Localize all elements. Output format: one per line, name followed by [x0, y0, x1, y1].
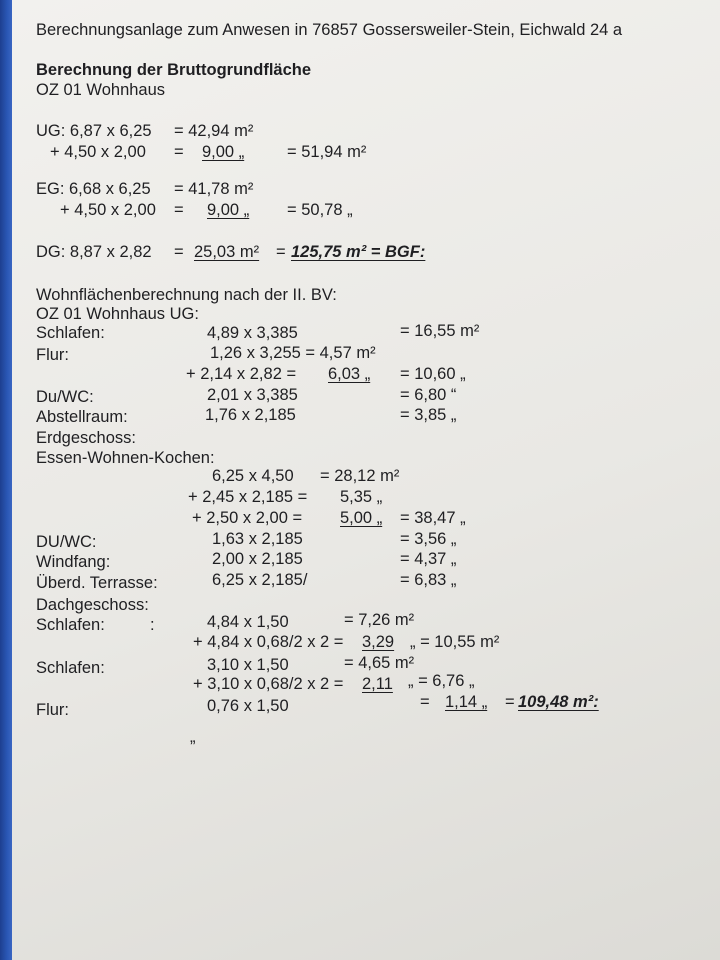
dg-schlafen-1-calc-result: = 7,26 m² [344, 611, 415, 629]
eg-line-2-value: 9,00 „ [207, 201, 250, 219]
dg-flur-calc: 0,76 x 1,50 [207, 697, 289, 715]
ug-line-1-calc: UG: 6,87 x 6,25 [36, 122, 152, 140]
windfang-label: Windfang: [36, 553, 111, 571]
essen-wohnen-kochen-label: Essen-Wohnen-Kochen: [36, 449, 215, 467]
terrasse-result: = 6,83 „ [400, 571, 457, 589]
dg-schlafen-2-label: Schlafen: [36, 659, 105, 677]
dg-schlafen-2-calc-result: = 4,65 m² [344, 654, 415, 672]
terrasse-label: Überd. Terrasse: [36, 574, 158, 592]
ewk-calc-1: 6,25 x 4,50 [212, 467, 294, 485]
wfl-subheading: OZ 01 Wohnhaus UG: [36, 305, 199, 323]
ug-flur-calc-2: + 2,14 x 2,82 = [186, 365, 297, 383]
ug-flur-calc-2-value: 6,03 „ [328, 365, 371, 383]
wohnflaeche-total: 109,48 m²: [518, 693, 599, 711]
ug-duwc-label: Du/WC: [36, 388, 94, 406]
dg-schlafen-2-calc-2-value: 2,11 [362, 675, 393, 693]
terrasse-calc: 6,25 x 2,185/ [212, 571, 308, 589]
erdgeschoss-heading: Erdgeschoss: [36, 429, 136, 447]
eg-duwc-result: = 3,56 „ [400, 530, 457, 548]
ewk-calc-3: + 2,50 x 2,00 = [192, 509, 303, 527]
ug-schlafen-label: Schlafen: [36, 324, 105, 342]
bgf-total: 125,75 m² = BGF: [291, 243, 426, 261]
ug-flur-calc-1: 1,26 x 3,255 = 4,57 m² [210, 344, 376, 362]
dg-line-equals: = [174, 243, 184, 261]
dg-line-calc: DG: 8,87 x 2,82 [36, 243, 152, 261]
ug-flur-result: = 10,60 „ [400, 365, 466, 383]
bgf-heading: Berechnung der Bruttogrundfläche [36, 61, 312, 79]
windfang-calc: 2,00 x 2,185 [212, 550, 303, 568]
eg-duwc-label: DU/WC: [36, 533, 97, 551]
dg-flur-value: 1,14 „ [445, 693, 488, 711]
ug-line-2-value: 9,00 „ [202, 143, 245, 161]
document-title: Berechnungsanlage zum Anwesen in 76857 Gossersweiler-Stein, Eichwald 24 a [36, 21, 623, 39]
ug-duwc-result: = 6,80 “ [400, 386, 457, 404]
dg-schlafen-2-result: „ = 6,76 „ [408, 672, 475, 690]
dg-schlafen-1-result: „ = 10,55 m² [410, 633, 500, 651]
ewk-result: = 38,47 „ [400, 509, 466, 527]
ewk-calc-1-result: = 28,12 m² [320, 467, 400, 485]
ug-line-2-calc: + 4,50 x 2,00 [50, 143, 146, 161]
dg-schlafen-2-calc: 3,10 x 1,50 [207, 656, 289, 674]
eg-duwc-calc: 1,63 x 2,185 [212, 530, 303, 548]
ewk-calc-2-result: 5,35 „ [340, 488, 383, 506]
ug-abstellraum-result: = 3,85 „ [400, 406, 457, 424]
ug-total: = 51,94 m² [287, 143, 367, 161]
windfang-result: = 4,37 „ [400, 550, 457, 568]
ug-schlafen-calc: 4,89 x 3,385 [207, 324, 298, 342]
ug-abstellraum-label: Abstellraum: [36, 408, 128, 426]
ug-schlafen-result: = 16,55 m² [400, 322, 480, 340]
dg-schlafen-1-calc: 4,84 x 1,50 [207, 613, 289, 631]
dachgeschoss-heading: Dachgeschoss: [36, 596, 149, 614]
stray-ditto-mark: „ [190, 728, 196, 746]
eg-line-2-calc: + 4,50 x 2,00 [60, 201, 156, 219]
dg-line-value: 25,03 m² [194, 243, 260, 261]
ug-flur-label: Flur: [36, 346, 69, 364]
eg-line-2-equals: = [174, 201, 184, 219]
ug-duwc-calc: 2,01 x 3,385 [207, 386, 298, 404]
dg-schlafen-1-colon: : [150, 616, 155, 634]
wfl-heading: Wohnflächenberechnung nach der II. BV: [36, 286, 337, 304]
bgf-subheading: OZ 01 Wohnhaus [36, 81, 166, 99]
ewk-calc-2: + 2,45 x 2,185 = [188, 488, 308, 506]
ug-line-2-equals: = [174, 143, 184, 161]
eg-line-1-calc: EG: 6,68 x 6,25 [36, 180, 151, 198]
dg-flur-label: Flur: [36, 701, 69, 719]
ug-abstellraum-calc: 1,76 x 2,185 [205, 406, 296, 424]
ewk-calc-3-value: 5,00 „ [340, 509, 383, 527]
eg-line-1-result: = 41,78 m² [174, 180, 254, 198]
ug-line-1-result: = 42,94 m² [174, 122, 254, 140]
dg-schlafen-1-label: Schlafen: [36, 616, 105, 634]
dg-flur-equals-2: = [505, 693, 515, 711]
eg-total: = 50,78 „ [287, 201, 353, 219]
dg-schlafen-1-calc-2: + 4,84 x 0,68/2 x 2 = [193, 633, 344, 651]
dg-line-equals-2: = [276, 243, 286, 261]
dg-schlafen-2-calc-2: + 3,10 x 0,68/2 x 2 = [193, 675, 344, 693]
dg-schlafen-1-calc-2-value: 3,29 [362, 633, 395, 651]
dg-flur-equals: = [420, 693, 430, 711]
